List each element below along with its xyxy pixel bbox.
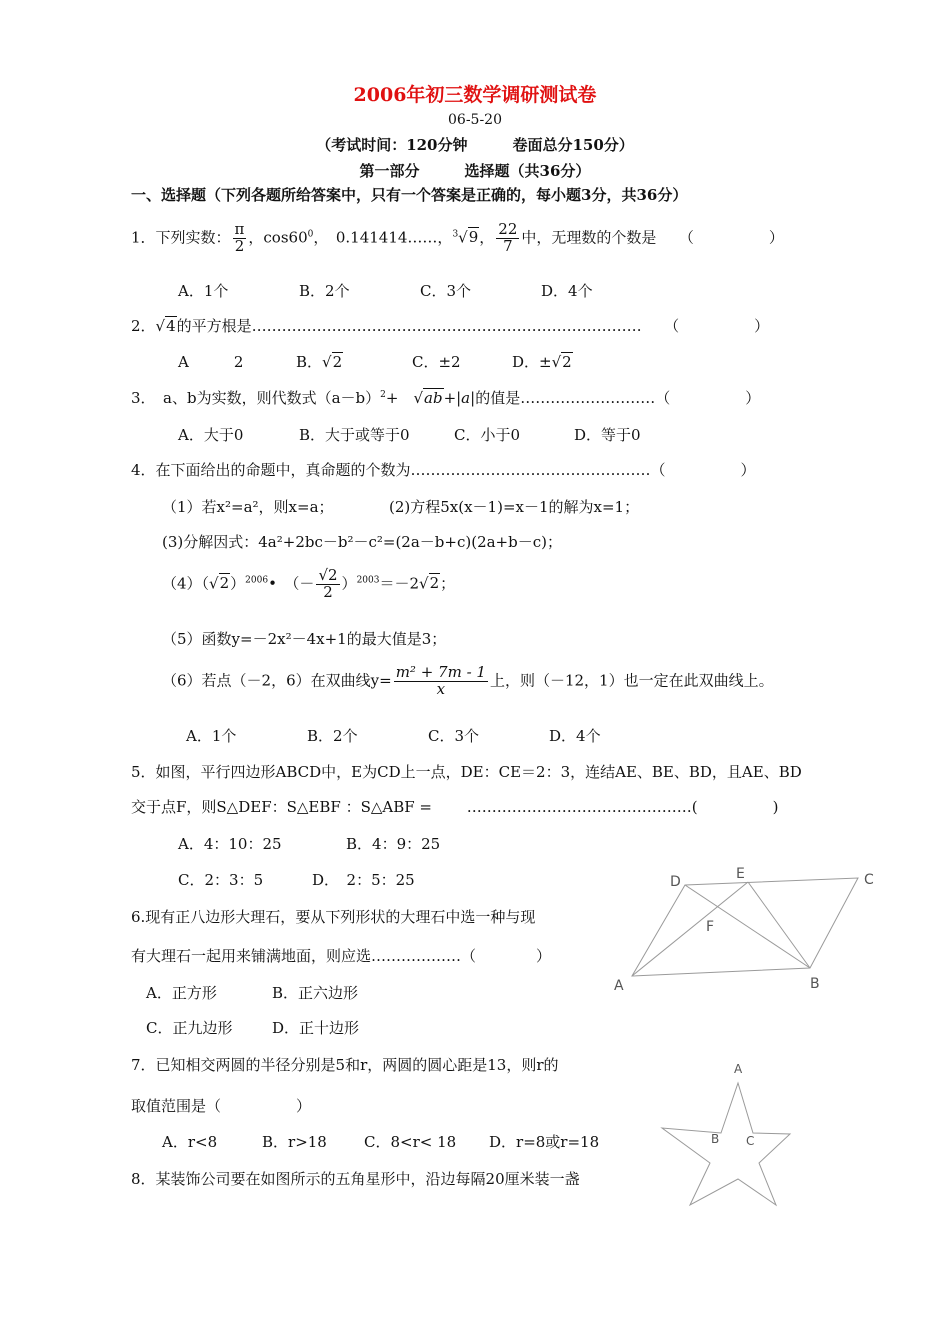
label-b: B	[810, 976, 820, 992]
q1-frac-22-7	[496, 222, 519, 255]
q6-option-c: C．正九边形	[146, 1019, 233, 1037]
label-c: C	[864, 872, 874, 888]
q1-den: 7	[503, 236, 513, 255]
q4-p6-b: 上，则（－12，1）也一定在此双曲线上。	[489, 671, 774, 690]
question-7-line-2: 取值范围是（ ）	[131, 1097, 312, 1115]
q5-option-d: D． 2：5：25	[312, 871, 415, 889]
q4-proposition-1: （1）若x²=a²，则x=a；	[162, 498, 334, 516]
parallelogram-outline	[632, 878, 858, 976]
q2-option-b: B．√2	[296, 353, 343, 371]
q1-comma: ，	[479, 228, 495, 247]
question-2: 2．√4的平方根是…………………………………………………………………… （ ）	[131, 317, 770, 335]
question-6-line-2: 有大理石一起用来铺满地面，则应选………………（ ）	[131, 947, 552, 965]
q4-p4-den: 2	[323, 582, 333, 601]
q3-option-d: D．等于0	[574, 426, 641, 444]
q1-frac-pi	[233, 222, 247, 255]
q7-option-d: D．r=8或r=18	[489, 1133, 600, 1151]
q4-p6-num: m² + 7m - 1	[395, 663, 486, 681]
q2-option-d-label: D．±	[512, 353, 552, 371]
q7-option-a: A．r<8	[162, 1133, 218, 1151]
star-outline	[662, 1083, 790, 1205]
q6-option-d: D．正十边形	[272, 1019, 360, 1037]
q2-option-c: C．±2	[412, 353, 461, 371]
q7-option-c: C．8<r< 18	[364, 1133, 457, 1151]
q1-pi: π	[234, 220, 245, 238]
label-f: F	[706, 919, 715, 935]
q2-option-b-label: B．	[296, 353, 323, 371]
q2-option-d: D．±√2	[512, 353, 572, 371]
q2-option-a: A 2	[178, 353, 244, 371]
q1-option-d: D．4个	[541, 282, 593, 300]
q2-lead: 2．	[131, 317, 156, 335]
question-8-line-1: 8．某装饰公司要在如图所示的五角星形中，沿边每隔20厘米装一盏	[131, 1170, 580, 1188]
exam-info: （考试时间：120分钟 卷面总分150分）	[316, 136, 634, 154]
q1-cos: ，cos60	[248, 228, 308, 247]
q1-tail: 中，无理数的个数是 （ ）	[521, 228, 784, 247]
q3-exponent: 2	[380, 390, 386, 400]
parallelogram-figure	[600, 860, 900, 1000]
q2-tail: 的平方根是…………………………………………………………………… （ ）	[176, 317, 770, 335]
q4-proposition-2: (2)方程5x(x－1)=x－1的解为x=1；	[389, 498, 640, 516]
question-3: 3． a、b为实数，则代数式$(a-b)^2+$ √ab+|a|的值是………………………（ ）	[131, 389, 761, 407]
q6-option-b: B．正六边形	[272, 984, 359, 1002]
q1-deg: 0	[307, 229, 314, 240]
q3-option-b: B．大于或等于0	[299, 426, 410, 444]
q3-lead: 3． a、b为实数，则代数式（a－b）	[131, 389, 381, 407]
q4-p4-exp1: 2006	[245, 575, 269, 586]
q1-option-b: B．2个	[299, 282, 350, 300]
segment-ae	[632, 882, 748, 976]
q4-p4-b: ）	[230, 574, 246, 593]
label-d: D	[670, 874, 681, 890]
q4-option-b: B．2个	[307, 727, 358, 745]
segment-bd	[685, 885, 810, 968]
label-e: E	[736, 866, 745, 882]
q5-option-c: C．2：3：5	[178, 871, 264, 889]
section-heading: 一、选择题（下列各题所给答案中，只有一个答案是正确的，每小题3分，共36分）	[131, 186, 688, 204]
question-4: 4．在下面给出的命题中，真命题的个数为…………………………………………（ ）	[131, 461, 756, 479]
q1-option-c: C．3个	[420, 282, 472, 300]
star-label-b: B	[711, 1132, 720, 1146]
q1-cbrt-value: 9	[468, 228, 479, 247]
q3-option-c: C．小于0	[454, 426, 521, 444]
q3-option-a: A．大于0	[178, 426, 244, 444]
label-a: A	[614, 978, 624, 994]
segment-be	[748, 882, 810, 968]
star-figure	[650, 1055, 800, 1215]
q1-pi-den: 2	[234, 236, 245, 255]
q4-p6-a: （6）若点（－2，6）在双曲线y=	[162, 671, 392, 690]
q1-option-a: A．1个	[178, 282, 229, 300]
q4-proposition-4: $(4)(√2)^{2006}•$ （－ $\frac{√2}{2}$ ）$^{2003}$＝－2√2；	[162, 566, 456, 601]
question-5-line-1: 5．如图，平行四边形ABCD中，E为CD上一点，DE：CE＝2：3，连结AE、BE、BD，且AE、BD	[131, 763, 802, 781]
q3-abs: +|a|	[443, 389, 476, 407]
q4-p6-den: x	[436, 679, 446, 698]
q2-option-b-radicand: 2	[332, 353, 343, 371]
q4-proposition-3: (3)分解因式：4a²+2bc－b²－c²=(2a－b+c)(2a+b－c)；	[162, 533, 562, 551]
q4-proposition-6	[162, 665, 774, 698]
q4-p4-eq: ＝－2	[379, 574, 420, 593]
q5-option-a: A．4：10：25	[178, 835, 282, 853]
question-6-line-1: 6.现有正八边形大理石，要从下列形状的大理石中选一种与现	[131, 908, 536, 926]
q4-option-c: C．3个	[428, 727, 480, 745]
q4-option-a: A．1个	[186, 727, 237, 745]
q5-option-b: B．4：9：25	[346, 835, 441, 853]
question-7-line-1: 7．已知相交两圆的半径分别是5和r，两圆的圆心距是13，则r的	[131, 1056, 559, 1074]
q4-p4-frac	[316, 568, 339, 601]
q2-radicand: 4	[166, 317, 176, 335]
q1-mid: ， 0.141414……，	[313, 228, 453, 247]
q4-p4-rad1: 2	[219, 574, 230, 593]
q4-p4-num: √2	[318, 566, 338, 584]
q4-p4-rad2: 2	[429, 574, 440, 593]
exam-date: 06-5-20	[448, 112, 502, 128]
q3-plus: +	[385, 389, 399, 407]
q4-proposition-5: （5）函数y=－2x²－4x+1的最大值是3；	[162, 630, 447, 648]
q2-option-d-radicand: 2	[562, 353, 572, 371]
q3-radicand: ab	[424, 389, 443, 407]
question-1: 1．下列实数： $\frac{\pi}{2}$ ，$\cos 60^0$， 0.141414……，$^3$√9， $\frac{22}{7}$ 中，无理数的个数是 （ ）	[131, 220, 784, 255]
part-heading: 第一部分 选择题（共36分）	[359, 162, 591, 180]
q6-option-a: A．正方形	[146, 984, 217, 1002]
q4-p6-frac	[394, 665, 488, 698]
q4-p4-exp2: 2003	[356, 575, 380, 586]
question-5-line-2: 交于点F，则S△DEF：S△EBF ：S△ABF = ………………………………………( )	[131, 798, 779, 816]
page-title: 2006年初三数学调研测试卷	[353, 84, 597, 106]
q1-num: 22	[498, 220, 518, 238]
q4-p4-dot: • （－	[268, 574, 315, 593]
q4-p4-a: （4）（	[162, 574, 210, 593]
star-label-a: A	[734, 1062, 743, 1076]
star-label-c: C	[746, 1134, 755, 1148]
q4-option-d: D．4个	[549, 727, 601, 745]
q3-tail: 的值是………………………（ ）	[475, 389, 761, 407]
q1-lead: 1．下列实数：	[131, 228, 231, 247]
q1-cbrt-index: 3	[452, 229, 459, 240]
q4-p4-semi: ；	[440, 574, 456, 593]
q7-option-b: B．r>18	[262, 1133, 327, 1151]
q4-p4-c: ）	[341, 574, 357, 593]
